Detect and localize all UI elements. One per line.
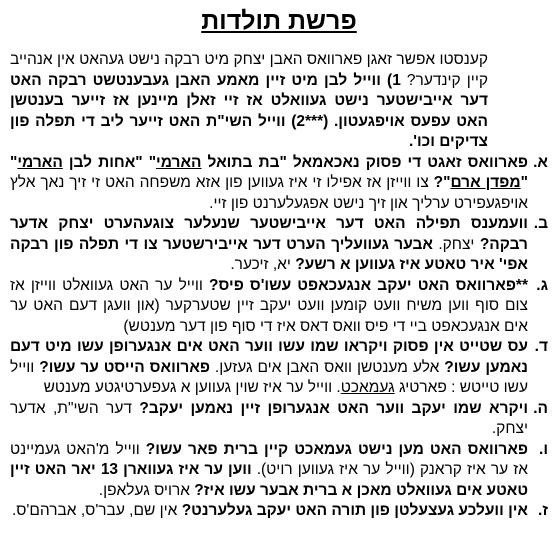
list-item: [10, 276, 548, 338]
item-letter: ד.: [534, 338, 548, 355]
underlined-text: מפדן ארם: [450, 174, 521, 191]
question-text: ויקרא שמו יעקב ווער האט אנגערופן זיין נאמען יעקב?: [139, 399, 528, 417]
answer-text: יא, זיכער.: [230, 256, 296, 273]
list-item: [10, 214, 548, 276]
document-page: [0, 6, 556, 534]
item-text: [10, 440, 528, 502]
underlined-text: געמאכט: [340, 379, 395, 396]
question-text: " ": [10, 153, 528, 191]
list-item: [10, 399, 548, 440]
answer-text: אין שם, עבר'ס, אברהם'ס.: [11, 502, 182, 519]
item-text: [10, 276, 528, 338]
intro-question: קענסטו אפשר זאגן פארוואס האבן יצחק מיט רבקה נישט געהאט אין אנהייב קיין קינדער?: [10, 51, 488, 89]
list-item: [10, 153, 548, 215]
question-text: " "אחות לבן: [62, 153, 157, 171]
answer-text: ווייל ער האט געוואלט ווייזן אז צום סוף ווען משיח וועט קומען וועט יעקב זיין שטערקער (און וועגן דעם האט ער אים אנגעכאפט ביי די פיס וואס דאס איז די סוף פון דער מענטש): [10, 276, 528, 335]
item-letter: א.: [533, 153, 548, 171]
answer-text: ווייל מ'האט געמיינט אז ער איז קראנק (ווייל ער איז געווען רויט).: [10, 440, 528, 478]
item-letter: ה.: [533, 399, 548, 417]
answer-text: . ווייל ער איז שוין געווען א געפערטיגטע מענטש: [43, 379, 341, 396]
page-title: פרשת תולדות: [201, 7, 357, 35]
underlined-text: הארמי: [156, 153, 202, 171]
question-text: אבער געוועליך הערט דער אייבירשטער צו די תפלה פון רבקה אפי' איר טאטע איז געווען א רשע?: [10, 235, 528, 273]
question-text: פארוואס הייסט ער עשו?: [39, 358, 211, 376]
underlined-text: הארמי: [17, 153, 63, 171]
item-letter: ב.: [533, 215, 548, 232]
question-text: **פארוואס האט יעקב אנגעכאפט עשו'ס פיס?: [209, 276, 528, 294]
answer-text: דער השי"ת, אדער יצחק.: [10, 399, 528, 437]
item-text: [10, 214, 528, 276]
list-item: [10, 440, 548, 502]
answer-text: צו ווייזן אז אפילו זי איז געווען פון אזא משפחה האט זי זיך נאך אלץ אויפגעפירט ערליך און זיך נישט אפגעלערנט פון זיי.: [10, 174, 528, 212]
question-list: [10, 153, 548, 522]
question-text: אין וועלכע געצעלטן פון תורה האט יעקב געלערנט?: [181, 502, 528, 519]
question-text: "?: [433, 174, 451, 191]
question-text: וועמענס תפילה האט דער אייבישטער שנעלער צוגעהערט יצחק אדער רבקה?: [10, 215, 528, 253]
question-text: פארוואס האט מען נישט געמאכט קיין ברית פאר עשו?: [145, 440, 528, 458]
item-letter: ז.: [538, 502, 548, 519]
item-letter: ג.: [536, 276, 548, 294]
intro-answer: 1) ווייל לבן מיט זיין מאמע האבן געבענטשט רבקה האט דער אייבישטער נישט געוואלט אז זיי זאלן מיינען אז זייער בענטשן האט עפעס אויפגעטון. (***2) ווייל השי"ת האט זייער ליב די תפלה פון צדיקים וכו'.: [10, 71, 488, 150]
question-text: פארוואס זאגט די פסוק נאכאמאל "בת בתואל: [201, 153, 528, 171]
item-text: [10, 337, 528, 399]
list-item: [10, 501, 548, 522]
answer-text: ארויס געלאפן.: [98, 481, 195, 499]
question-text: ווען ער איז געווארן 13 יאר האט זיין טאטע אים געוואלט מאכן א ברית אבער עשו איז?: [10, 461, 528, 499]
item-text: [10, 153, 528, 215]
answer-text: יצחק.: [432, 235, 480, 253]
answer-text: אלע מענטשן וואס האבן אים געזען.: [210, 358, 445, 376]
item-text: [10, 399, 528, 440]
question-text: עס שטייט אין פסוק ויקראו שמו עשו ווער האט אים אנגערופן עשו מיט דעם נאמען עשו?: [10, 338, 528, 376]
item-letter: ו.: [539, 440, 548, 458]
item-text: [10, 501, 528, 522]
intro-paragraph: [10, 50, 548, 153]
list-item: [10, 337, 548, 399]
answer-text: ווייל עשו טייטש : פארטיג: [10, 358, 528, 396]
